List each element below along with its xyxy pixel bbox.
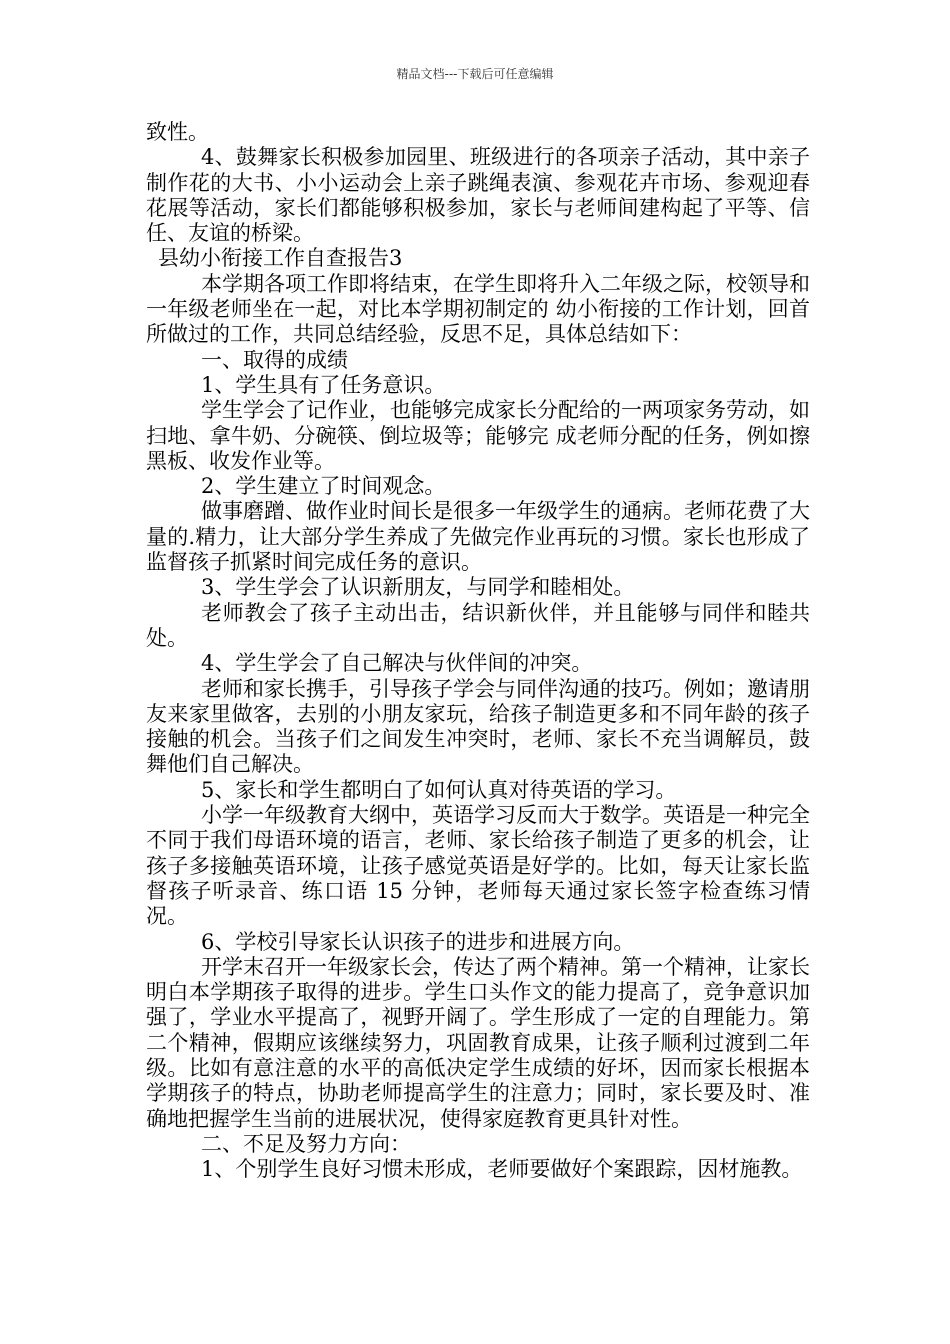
- paragraph: 3、学生学会了认识新朋友，与同学和睦相处。: [201, 575, 635, 600]
- paragraph: 4、鼓舞家长积极参加园里、班级进行的各项亲子活动，其中亲子制作花的大书、小小运动会上亲子跳绳表演、参观花卉市场、参观迎春花展等活动，家长们都能够积极参加，家长与老师间建构起了平等、信任、友谊的桥梁。: [146, 145, 810, 246]
- paragraph: 一、取得的成绩: [201, 347, 348, 372]
- paragraph: 本学期各项工作即将结束，在学生即将升入二年级之际，校领导和一年级老师坐在一起，对比本学期初制定的 幼小衔接的工作计划，回首所做过的工作，共同总结经验，反思不足，具体总结如下：: [146, 271, 810, 347]
- paragraph: 4、学生学会了自己解决与伙伴间的冲突。: [201, 651, 593, 676]
- paragraph: 开学末召开一年级家长会，传达了两个精神。第一个精神，让家长明白本学期孩子取得的进步。学生口头作文的能力提高了，竞争意识加强了，学业水平提高了，视野开阔了。学生形成了一定的自理能力。第二个精神，假期应该继续努力，巩固教育成果，让孩子顺利过渡到二年级。比如有意注意的水平的高低决定学生成绩的好坏，因而家长根据本学期孩子的特点，协助老师提高学生的注意力；同时，家长要及时、准确地把握学生当前的进展状况，使得家庭教育更具针对性。: [146, 954, 810, 1131]
- paragraph: 老师和家长携手，引导孩子学会与同伴沟通的技巧。例如；邀请朋友来家里做客，去别的小朋友家玩，给孩子制造更多和不同年龄的孩子接触的机会。当孩子们之间发生冲突时，老师、家长不充当调解员，鼓舞他们自己解决。: [146, 676, 810, 777]
- paragraph: 老师教会了孩子主动出击，结识新伙伴，并且能够与同伴和睦共处。: [146, 600, 810, 650]
- paragraph: 小学一年级教育大纲中，英语学习反而大于数学。英语是一种完全不同于我们母语环境的语言，老师、家长给孩子制造了更多的机会，让孩子多接触英语环境，让孩子感觉英语是好学的。比如，每天让家长监督孩子听录音、练口语 15 分钟，老师每天通过家长签字检查练习情况。: [146, 803, 810, 929]
- section-heading: 县幼小衔接工作自查报告3: [158, 246, 403, 271]
- paragraph: 2、学生建立了时间观念。: [201, 474, 446, 499]
- page-header: 精品文档---下载后可任意编辑: [396, 67, 554, 81]
- paragraph: 致性。: [146, 120, 209, 144]
- paragraph: 6、学校引导家长认识孩子的进步和进展方向。: [201, 929, 635, 954]
- paragraph: 二、不足及努力方向：: [201, 1131, 411, 1156]
- paragraph: 做事磨蹭、做作业时间长是很多一年级学生的通病。老师花费了大量的.精力，让大部分学生养成了先做完作业再玩的习惯。家长也形成了监督孩子抓紧时间完成任务的意识。: [146, 499, 810, 575]
- paragraph: 5、家长和学生都明白了如何认真对待英语的学习。: [201, 777, 677, 802]
- paragraph: 学生学会了记作业，也能够完成家长分配给的一两项家务劳动，如扫地、拿牛奶、分碗筷、倒垃圾等；能够完 成老师分配的任务，例如擦黑板、收发作业等。: [146, 398, 810, 473]
- document-body: [146, 120, 810, 1182]
- paragraph: 1、个别学生良好习惯未形成，老师要做好个案跟踪，因材施教。: [201, 1157, 803, 1182]
- paragraph: 1、学生具有了任务意识。: [201, 372, 446, 397]
